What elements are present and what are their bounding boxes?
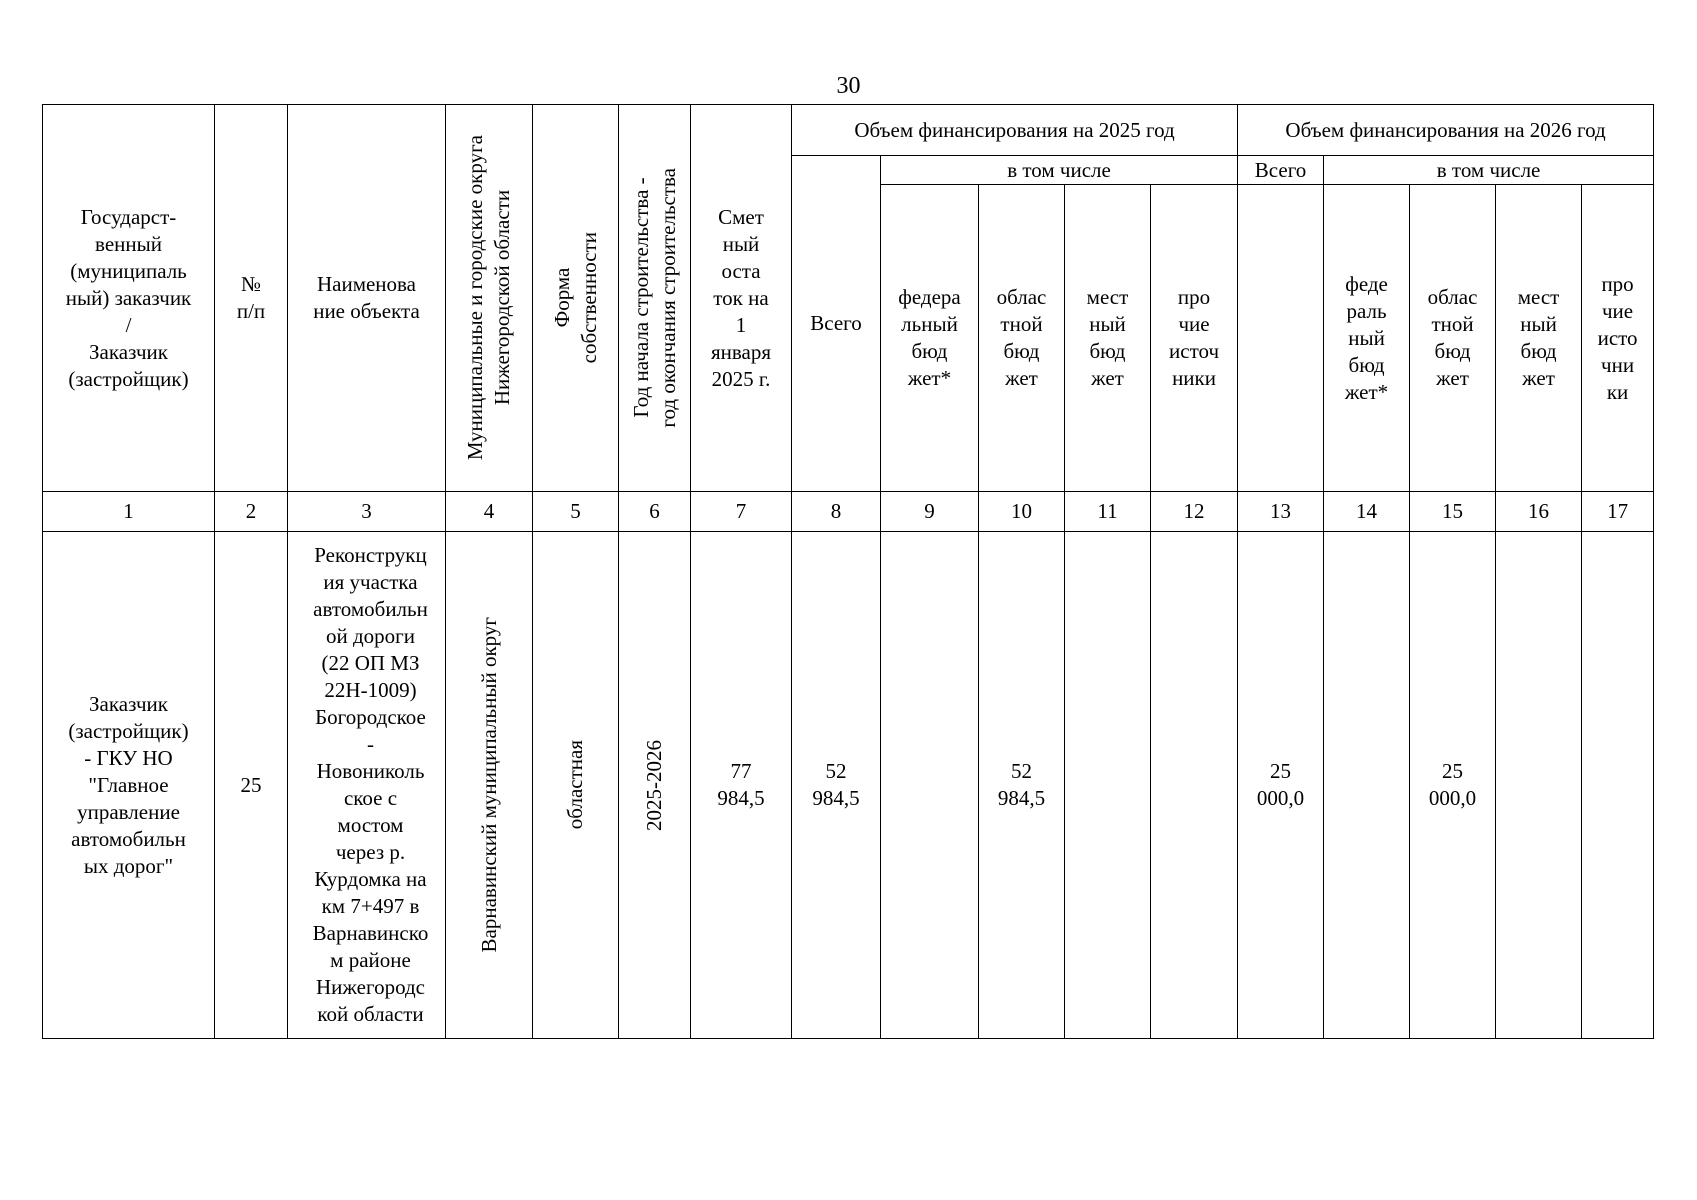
cell-total-2025: 52 984,5	[792, 532, 881, 1039]
column-number: 2	[215, 492, 288, 532]
cell-years: 2025-2026	[619, 532, 691, 1039]
header-regional-2025: облас тной бюд жет	[979, 185, 1065, 492]
header-number: № п/п	[215, 105, 288, 492]
header-including-2025: в том числе	[881, 156, 1238, 185]
column-number: 9	[881, 492, 979, 532]
header-other-2026: про чие исто чни ки	[1582, 185, 1654, 492]
header-including-2026: в том числе	[1324, 156, 1654, 185]
header-regional-2026: облас тной бюд жет	[1410, 185, 1496, 492]
column-number: 6	[619, 492, 691, 532]
cell-regional-2026: 25 000,0	[1410, 532, 1496, 1039]
column-number: 4	[446, 492, 533, 532]
column-number: 13	[1238, 492, 1324, 532]
header-ownership: Форма собственности	[533, 105, 619, 492]
cell-estimate-balance: 77 984,5	[691, 532, 792, 1039]
column-number: 15	[1410, 492, 1496, 532]
cell-local-2025	[1065, 532, 1151, 1039]
cell-object-name: Реконструкц ия участка автомобильн ой дороги (22 ОП МЗ 22Н-1009) Богородское - Новониколь ское с мостом через р. Курдомка на км 7+497 в Варнавинско м районе Нижегородс кой области	[288, 532, 446, 1039]
column-number-row	[43, 492, 1654, 532]
cell-ownership: областная	[533, 532, 619, 1039]
cell-regional-2025: 52 984,5	[979, 532, 1065, 1039]
financing-table	[42, 104, 1654, 1039]
column-number: 8	[792, 492, 881, 532]
cell-district: Варнавинский муниципальный округ	[446, 532, 533, 1039]
header-district: Муниципальные и городские округа Нижегородской области	[446, 105, 533, 492]
column-number: 10	[979, 492, 1065, 532]
cell-other-2026	[1582, 532, 1654, 1039]
header-total-2026-empty	[1238, 185, 1324, 492]
cell-customer: Заказчик (застройщик) - ГКУ НО "Главное управление автомобильн ых дорог"	[43, 532, 215, 1039]
page-number: 30	[836, 73, 861, 99]
column-number: 7	[691, 492, 792, 532]
header-customer: Государст- венный (муниципаль ный) заказчик / Заказчик (застройщик)	[43, 105, 215, 492]
header-federal-2025: федера льный бюд жет*	[881, 185, 979, 492]
header-local-2026: мест ный бюд жет	[1496, 185, 1582, 492]
header-financing-2026: Объем финансирования на 2026 год	[1238, 105, 1654, 156]
cell-federal-2025	[881, 532, 979, 1039]
cell-total-2026: 25 000,0	[1238, 532, 1324, 1039]
column-number: 3	[288, 492, 446, 532]
header-total-2025: Всего	[792, 156, 881, 492]
header-local-2025: мест ный бюд жет	[1065, 185, 1151, 492]
cell-local-2026	[1496, 532, 1582, 1039]
header-object-name: Наименова ние объекта	[288, 105, 446, 492]
column-number: 16	[1496, 492, 1582, 532]
header-other-2025: про чие источ ники	[1151, 185, 1238, 492]
header-total-2026: Всего	[1238, 156, 1324, 185]
header-financing-2025: Объем финансирования на 2025 год	[792, 105, 1238, 156]
column-number: 17	[1582, 492, 1654, 532]
header-years: Год начала строительства - год окончания строительства	[619, 105, 691, 492]
cell-number: 25	[215, 532, 288, 1039]
column-number: 1	[43, 492, 215, 532]
header-federal-2026: феде раль ный бюд жет*	[1324, 185, 1410, 492]
column-number: 11	[1065, 492, 1151, 532]
cell-federal-2026	[1324, 532, 1410, 1039]
cell-other-2025	[1151, 532, 1238, 1039]
column-number: 14	[1324, 492, 1410, 532]
header-estimate-balance: Смет ный оста ток на 1 января 2025 г.	[691, 105, 792, 492]
column-number: 5	[533, 492, 619, 532]
table-row	[43, 532, 1654, 1039]
column-number: 12	[1151, 492, 1238, 532]
